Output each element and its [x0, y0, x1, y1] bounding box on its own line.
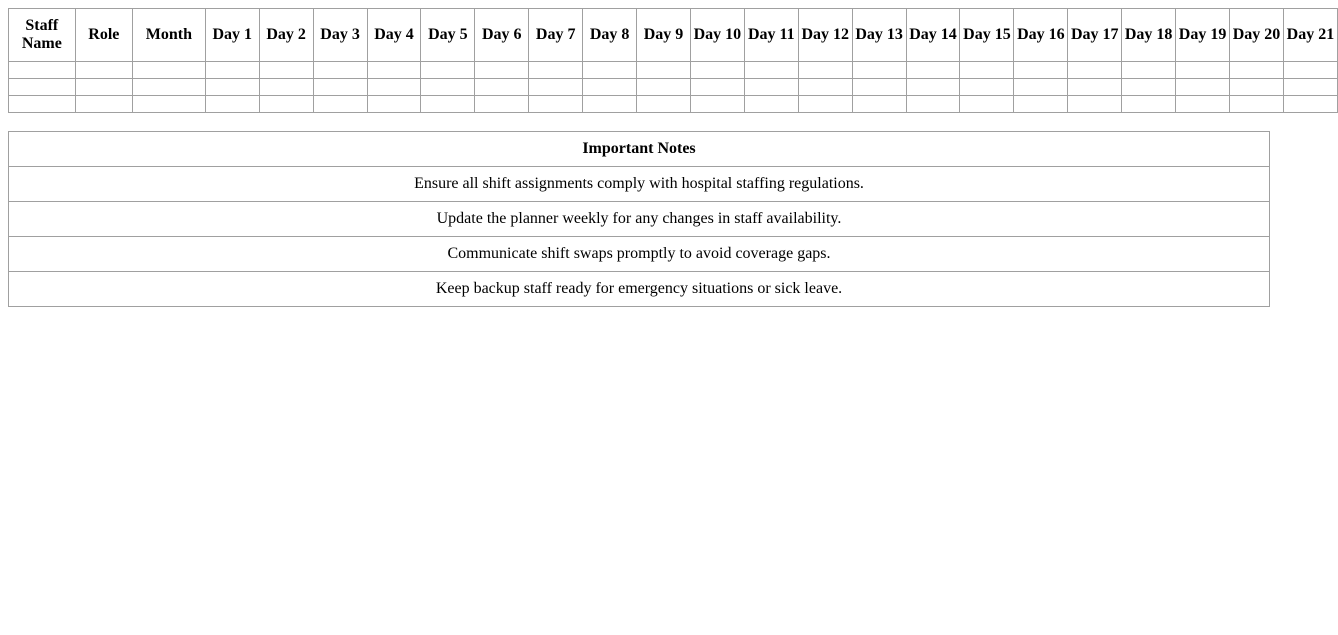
column-header: Day 15	[960, 9, 1014, 62]
planner-cell[interactable]	[1068, 62, 1122, 79]
planner-cell[interactable]	[205, 96, 259, 113]
planner-cell[interactable]	[205, 62, 259, 79]
planner-cell[interactable]	[1230, 62, 1284, 79]
important-notes-table	[8, 131, 1270, 307]
planner-cell[interactable]	[75, 79, 132, 96]
planner-cell[interactable]	[529, 96, 583, 113]
planner-header-row	[9, 9, 1338, 62]
planner-cell[interactable]	[475, 62, 529, 79]
column-header: Day 20	[1230, 9, 1284, 62]
planner-cell[interactable]	[1068, 96, 1122, 113]
planner-cell[interactable]	[133, 96, 206, 113]
planner-cell[interactable]	[637, 96, 691, 113]
column-header: Day 14	[906, 9, 960, 62]
planner-cell[interactable]	[852, 96, 906, 113]
column-header: Role	[75, 9, 132, 62]
column-header: Day 4	[367, 9, 421, 62]
planner-cell[interactable]	[1122, 79, 1176, 96]
planner-cell[interactable]	[1122, 62, 1176, 79]
column-header: Day 18	[1122, 9, 1176, 62]
planner-cell[interactable]	[637, 79, 691, 96]
planner-cell[interactable]	[9, 96, 76, 113]
column-header: Day 9	[637, 9, 691, 62]
planner-cell[interactable]	[583, 96, 637, 113]
planner-cell[interactable]	[529, 62, 583, 79]
planner-cell[interactable]	[1068, 79, 1122, 96]
planner-cell[interactable]	[259, 79, 313, 96]
planner-cell[interactable]	[259, 96, 313, 113]
planner-cell[interactable]	[690, 62, 744, 79]
column-header: Day 3	[313, 9, 367, 62]
planner-cell[interactable]	[637, 62, 691, 79]
planner-cell[interactable]	[1283, 96, 1337, 113]
column-header: Day 17	[1068, 9, 1122, 62]
planner-cell[interactable]	[205, 79, 259, 96]
column-header: Day 1	[205, 9, 259, 62]
notes-title: Important Notes	[9, 132, 1270, 167]
note-row	[9, 272, 1270, 307]
planner-cell[interactable]	[744, 79, 798, 96]
column-header: Day 11	[744, 9, 798, 62]
planner-cell[interactable]	[744, 96, 798, 113]
planner-cell[interactable]	[906, 96, 960, 113]
planner-cell[interactable]	[798, 62, 852, 79]
shift-planner-table	[8, 8, 1338, 113]
planner-cell[interactable]	[475, 96, 529, 113]
note-item: Communicate shift swaps promptly to avoid coverage gaps.	[9, 237, 1270, 272]
planner-cell[interactable]	[421, 62, 475, 79]
planner-cell[interactable]	[75, 62, 132, 79]
note-item: Update the planner weekly for any changes in staff availability.	[9, 202, 1270, 237]
planner-body	[9, 62, 1338, 113]
planner-cell[interactable]	[367, 62, 421, 79]
planner-cell[interactable]	[75, 96, 132, 113]
planner-cell[interactable]	[9, 62, 76, 79]
planner-cell[interactable]	[313, 96, 367, 113]
planner-cell[interactable]	[583, 79, 637, 96]
planner-cell[interactable]	[367, 79, 421, 96]
planner-cell[interactable]	[1230, 96, 1284, 113]
column-header: Day 19	[1176, 9, 1230, 62]
planner-cell[interactable]	[1176, 79, 1230, 96]
column-header: Day 2	[259, 9, 313, 62]
planner-cell[interactable]	[960, 62, 1014, 79]
column-header: Day 5	[421, 9, 475, 62]
notes-header-row	[9, 132, 1270, 167]
planner-cell[interactable]	[1283, 62, 1337, 79]
planner-cell[interactable]	[367, 96, 421, 113]
planner-cell[interactable]	[1230, 79, 1284, 96]
planner-row	[9, 79, 1338, 96]
column-header: Day 16	[1014, 9, 1068, 62]
column-header: Day 12	[798, 9, 852, 62]
planner-cell[interactable]	[133, 79, 206, 96]
column-header: Day 21	[1283, 9, 1337, 62]
planner-cell[interactable]	[1014, 62, 1068, 79]
planner-cell[interactable]	[1014, 96, 1068, 113]
column-header: Day 8	[583, 9, 637, 62]
column-header: Day 13	[852, 9, 906, 62]
planner-cell[interactable]	[1283, 79, 1337, 96]
column-header: Day 10	[690, 9, 744, 62]
planner-cell[interactable]	[1014, 79, 1068, 96]
planner-cell[interactable]	[1176, 62, 1230, 79]
planner-cell[interactable]	[529, 79, 583, 96]
planner-cell[interactable]	[313, 62, 367, 79]
planner-cell[interactable]	[421, 79, 475, 96]
note-item: Ensure all shift assignments comply with hospital staffing regulations.	[9, 167, 1270, 202]
planner-cell[interactable]	[798, 96, 852, 113]
planner-cell[interactable]	[852, 79, 906, 96]
note-row	[9, 167, 1270, 202]
planner-cell[interactable]	[475, 79, 529, 96]
column-header: Day 7	[529, 9, 583, 62]
note-item: Keep backup staff ready for emergency situations or sick leave.	[9, 272, 1270, 307]
planner-cell[interactable]	[583, 62, 637, 79]
planner-row	[9, 62, 1338, 79]
planner-cell[interactable]	[906, 79, 960, 96]
note-row	[9, 237, 1270, 272]
planner-cell[interactable]	[960, 96, 1014, 113]
planner-cell[interactable]	[690, 96, 744, 113]
planner-cell[interactable]	[906, 62, 960, 79]
planner-cell[interactable]	[690, 79, 744, 96]
note-row	[9, 202, 1270, 237]
planner-cell[interactable]	[798, 79, 852, 96]
planner-row	[9, 96, 1338, 113]
planner-cell[interactable]	[744, 62, 798, 79]
planner-cell[interactable]	[313, 79, 367, 96]
planner-cell[interactable]	[133, 62, 206, 79]
column-header: Day 6	[475, 9, 529, 62]
column-header: Month	[133, 9, 206, 62]
shift-planner-viewport[interactable]	[8, 8, 1335, 114]
planner-cell[interactable]	[259, 62, 313, 79]
planner-cell[interactable]	[421, 96, 475, 113]
planner-cell[interactable]	[1122, 96, 1176, 113]
planner-cell[interactable]	[9, 79, 76, 96]
column-header: Staff Name	[9, 9, 76, 62]
planner-cell[interactable]	[960, 79, 1014, 96]
planner-cell[interactable]	[1176, 96, 1230, 113]
planner-cell[interactable]	[852, 62, 906, 79]
